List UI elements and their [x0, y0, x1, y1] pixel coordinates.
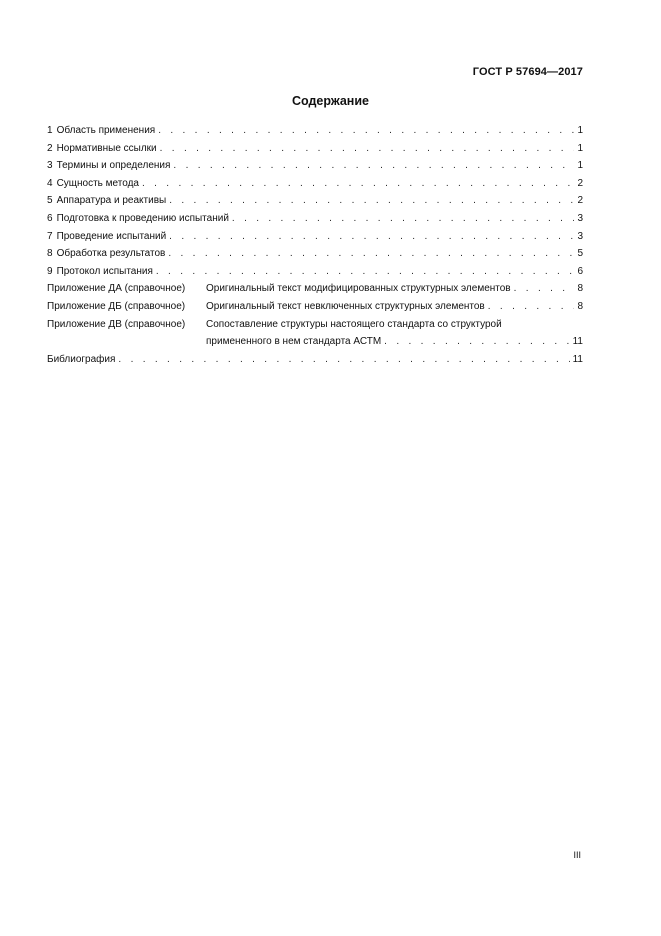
dot-leader: [488, 298, 575, 316]
toc-entry[interactable]: [47, 175, 583, 193]
dot-leader: [158, 122, 574, 140]
document-code: ГОСТ Р 57694—2017: [472, 66, 583, 78]
appendix-title: Сопоставление структуры настоящего стандарта со структурой: [206, 318, 502, 330]
toc-entry-page: 11: [572, 336, 583, 348]
toc-appendix-entry[interactable]: [47, 298, 583, 316]
page-number: III: [573, 850, 581, 860]
toc-entry-number: 6: [47, 212, 53, 224]
toc-entry-page: 1: [577, 160, 583, 172]
toc-entry-page: 8: [577, 283, 583, 295]
toc-appendix-entry[interactable]: [47, 316, 583, 351]
toc-entry-number: 1: [47, 125, 53, 136]
toc-entry-page: 2: [577, 195, 583, 207]
bibliography-title: Библиография: [47, 353, 116, 365]
toc-entry-page: 6: [577, 265, 583, 277]
toc-entry-number: 3: [47, 160, 53, 172]
appendix-label: Приложение ДВ (справочное): [47, 318, 186, 330]
toc-entry-page: 3: [577, 230, 583, 242]
dot-leader: [156, 263, 575, 281]
toc-entry-title: Аппаратура и реактивы: [56, 195, 167, 207]
appendix-title: Оригинальный текст модифицированных структурных элементов: [206, 283, 511, 295]
toc-entry-number: 9: [47, 265, 53, 277]
toc-entry-number: 8: [47, 248, 53, 260]
toc-entry[interactable]: [47, 157, 583, 175]
toc-entry-title: Подготовка к проведению испытаний: [56, 212, 229, 224]
appendix-title: Оригинальный текст невключенных структурных элементов: [206, 300, 485, 312]
toc-title: Содержание: [291, 94, 369, 108]
toc-entry-title: Нормативные ссылки: [56, 142, 157, 154]
toc-entry-title: Термины и определения: [56, 160, 171, 172]
toc-entry[interactable]: [47, 122, 583, 140]
appendix-label: Приложение ДА (справочное): [47, 283, 186, 295]
appendix-title-continuation: примененного в нем стандарта АСТМ: [206, 336, 382, 348]
dot-leader: [160, 140, 575, 158]
toc-entry-number: 4: [47, 177, 53, 189]
toc-entry-title: Протокол испытания: [56, 265, 153, 277]
toc-entry[interactable]: [47, 245, 583, 263]
toc-entry-title: Сущность метода: [56, 177, 139, 189]
dot-leader: [169, 192, 574, 210]
toc-entry-title: Обработка результатов: [56, 248, 166, 260]
dot-leader: [232, 210, 575, 228]
toc-entry-page: 3: [577, 212, 583, 224]
dot-leader: [169, 228, 574, 246]
toc-entry-page: 1: [577, 125, 583, 136]
toc-entry-page: 8: [577, 300, 583, 312]
toc-entry[interactable]: [47, 210, 583, 228]
toc-entry-number: 5: [47, 195, 53, 207]
dot-leader: [118, 351, 569, 369]
dot-leader: [168, 245, 574, 263]
dot-leader: [514, 280, 575, 298]
toc-entry[interactable]: [47, 228, 583, 246]
toc-entry-title: Проведение испытаний: [56, 230, 167, 242]
toc-entry-page: 5: [577, 248, 583, 260]
toc-appendix-entry[interactable]: [47, 280, 583, 298]
dot-leader: [384, 333, 569, 351]
toc-entry-number: 7: [47, 230, 53, 242]
toc-entry-page: 11: [572, 353, 583, 365]
toc-entry[interactable]: [47, 192, 583, 210]
toc-entry-page: 1: [577, 142, 583, 154]
appendix-label: Приложение ДБ (справочное): [47, 300, 186, 312]
toc-entry-title: Область применения: [56, 125, 156, 136]
dot-leader: [142, 175, 574, 193]
dot-leader: [173, 157, 574, 175]
toc-bibliography-entry[interactable]: [47, 351, 583, 369]
toc-entry[interactable]: [47, 263, 583, 281]
toc-entry[interactable]: [47, 140, 583, 158]
table-of-contents: [47, 122, 583, 368]
toc-entry-page: 2: [577, 177, 583, 189]
toc-entry-number: 2: [47, 142, 53, 154]
